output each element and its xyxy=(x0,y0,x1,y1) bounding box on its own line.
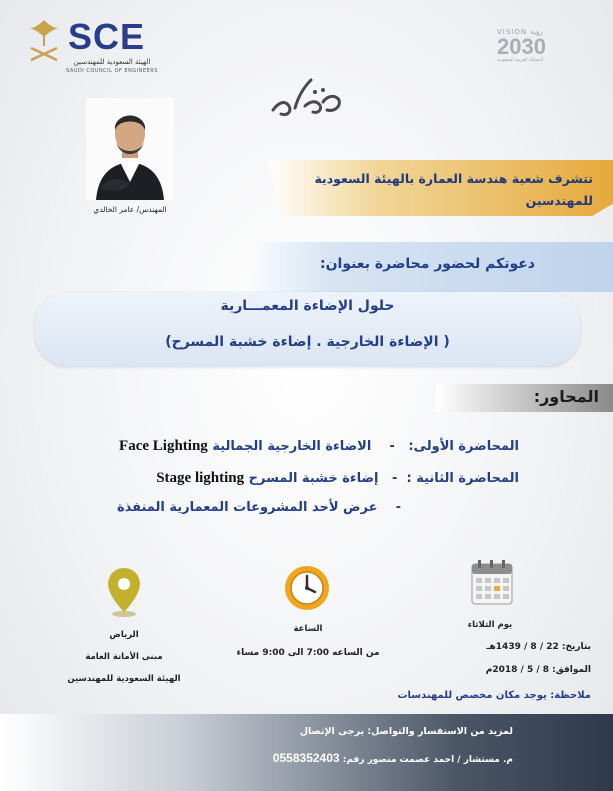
note-text: ملاحظة: يوجد مكان مخصص للمهندسات xyxy=(397,690,591,701)
location-building: مبنى الأمانة العامة xyxy=(85,652,163,662)
event-date-hijri: بتاريخ: 22 / 8 / 1439هـ xyxy=(486,642,591,652)
axis-item-3 xyxy=(117,500,401,515)
intro-line-2: للمهندسين xyxy=(525,193,593,208)
axis-arabic: عرض لأحد المشروعات المعمارية المنفذة xyxy=(116,500,378,515)
sce-logo xyxy=(28,14,158,76)
lecture-subtitle: ( الإضاءة الخارجية . إضاءة خشبة المسرح) xyxy=(165,334,450,350)
clock-icon xyxy=(283,564,331,612)
axis-sep: - xyxy=(392,471,398,486)
time-value: من الساعه 7:00 الى 9:00 مساء xyxy=(236,648,380,658)
contact-line xyxy=(273,751,513,765)
axis-arabic: إضاءة خشبة المسرح xyxy=(248,471,379,486)
sce-logo-text: SCE xyxy=(68,16,146,57)
sce-arabic-name: الهيئة السعودية للمهندسين xyxy=(73,58,151,66)
contact-person: م. مستشار / احمد عصمت منصور رقم: xyxy=(342,755,513,765)
speaker-caption: المهندس/ عامر الخالدي xyxy=(93,205,167,214)
calendar-icon xyxy=(470,558,514,606)
lecture-title: حلول الإضاءة المعمـــارية xyxy=(220,298,395,314)
axis-item-2 xyxy=(156,470,519,487)
vision-2030-logo xyxy=(497,28,565,70)
axis-sep: - xyxy=(389,439,395,454)
invite-text: دعوتكم لحضور محاضرة بعنوان: xyxy=(319,256,535,272)
vision-sub: المملكة العربية السعودية xyxy=(497,58,544,63)
intro-text xyxy=(293,168,593,212)
time-label: الساعة xyxy=(293,624,323,634)
axes-heading: المحاور: xyxy=(533,387,599,406)
dawa-calligraphy-logo xyxy=(265,72,345,122)
vision-year: 2030 xyxy=(497,34,546,59)
vision-label: VISION رؤية xyxy=(497,28,543,36)
contact-title: لمزيد من الاستفسار والتواصل: يرجى الإتصال xyxy=(299,726,513,737)
axis-label: المحاضرة الأولى: xyxy=(408,439,519,454)
axis-english: Face Lighting xyxy=(119,438,208,454)
contact-phone: 0558352403 xyxy=(272,751,340,765)
axis-english: Stage lighting xyxy=(156,470,245,486)
event-day: يوم الثلاثاء xyxy=(467,620,513,630)
intro-line-1: تتشرف شعبة هندسة العمارة بالهيئة السعودية xyxy=(314,171,593,186)
palm-swords-icon xyxy=(28,16,60,64)
axis-item-1 xyxy=(119,438,519,455)
speaker-photo xyxy=(86,98,174,200)
axis-label: المحاضرة الثانية : xyxy=(406,471,519,486)
axis-sep: - xyxy=(395,500,401,515)
axis-arabic: الاضاءة الخارجية الجمالية xyxy=(212,439,372,454)
sce-english-name: SAUDI COUNCIL OF ENGINEERS xyxy=(66,68,158,74)
location-org: الهيئة السعودية للمهندسين xyxy=(67,674,181,684)
location-city: الرياض xyxy=(109,630,139,640)
event-date-gregorian: الموافق: 8 / 5 / 2018م xyxy=(485,665,591,675)
speaker-portrait-icon xyxy=(86,98,174,200)
location-pin-icon xyxy=(106,566,142,618)
